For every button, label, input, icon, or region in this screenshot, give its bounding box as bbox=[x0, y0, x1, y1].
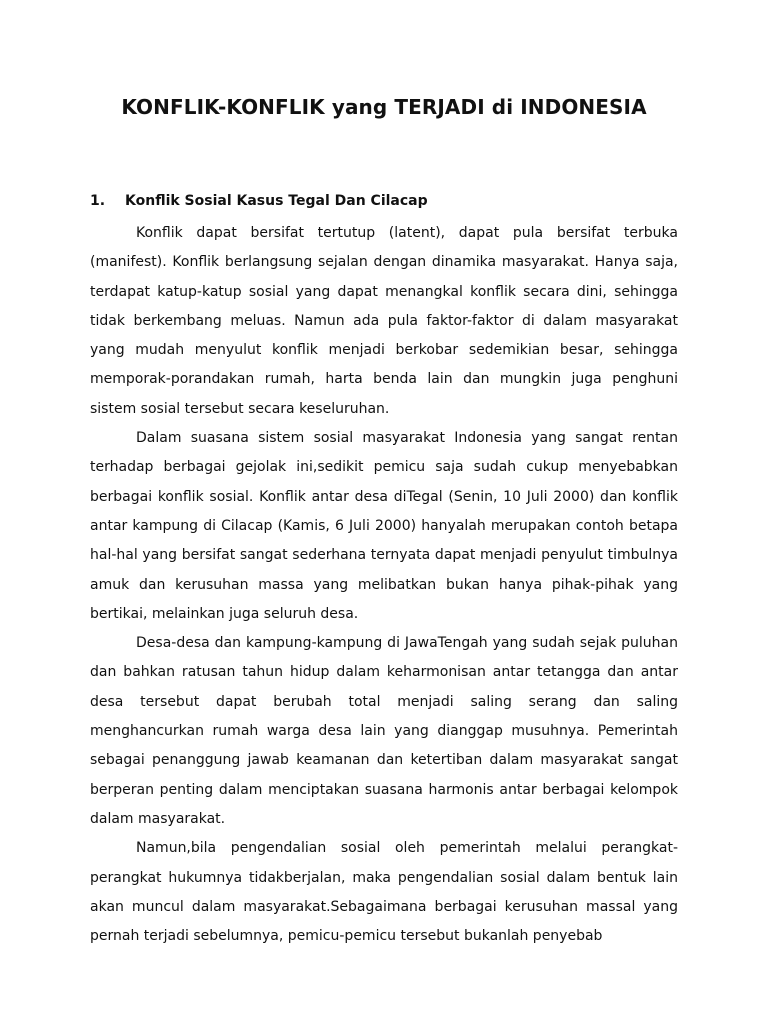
body-text bbox=[90, 219, 678, 951]
paragraph: Desa-desa dan kampung-kampung di JawaTengah yang sudah sejak puluhan dan bahkan ratusan tahun hidup dalam keharmonisan antar tetangga dan antar desa tersebut dapat berubah total menjadi saling serang dan saling menghancurkan rumah warga desa lain yang dianggap musuhnya. Pemerintah sebagai penanggung jawab keamanan dan ketertiban dalam masyarakat sangat berperan penting dalam menciptakan suasana harmonis antar berbagai kelompok dalam masyarakat. bbox=[90, 635, 678, 827]
section-number: 1. bbox=[90, 193, 106, 209]
section-heading bbox=[90, 193, 428, 209]
paragraph: Konflik dapat bersifat tertutup (latent), dapat pula bersifat terbuka (manifest). Konflik berlangsung sejalan dengan dinamika masyarakat. Hanya saja, terdapat katup-katup sosial yang dapat menangkal konflik secara dini, sehingga tidak berkembang meluas. Namun ada pula faktor-faktor di dalam masyarakat yang mudah menyulut konflik menjadi berkobar sedemikian besar, sehingga memporak-porandakan rumah, harta benda lain dan mungkin juga penghuni sistem sosial tersebut secara keseluruhan. bbox=[90, 225, 678, 417]
section-title: Konflik Sosial Kasus Tegal Dan Cilacap bbox=[125, 193, 428, 209]
paragraph: Dalam suasana sistem sosial masyarakat Indonesia yang sangat rentan terhadap berbagai gejolak ini,sedikit pemicu saja sudah cukup menyebabkan berbagai konflik sosial. Konflik antar desa diTegal (Senin, 10 Juli 2000) dan konflik antar kampung di Cilacap (Kamis, 6 Juli 2000) hanyalah merupakan contoh betapa hal-hal yang bersifat sangat sederhana ternyata dapat menjadi penyulut timbulnya amuk dan kerusuhan massa yang melibatkan bukan hanya pihak-pihak yang bertikai, melainkan juga seluruh desa. bbox=[90, 430, 678, 622]
document-title: KONFLIK-KONFLIK yang TERJADI di INDONESIA bbox=[121, 95, 647, 119]
paragraph: Namun,bila pengendalian sosial oleh pemerintah melalui perangkat-perangkat hukumnya tidakberjalan, maka pengendalian sosial dalam bentuk lain akan muncul dalam masyarakat.Sebagaimana berbagai kerusuhan massal yang pernah terjadi sebelumnya, pemicu-pemicu tersebut bukanlah penyebab bbox=[90, 840, 678, 945]
